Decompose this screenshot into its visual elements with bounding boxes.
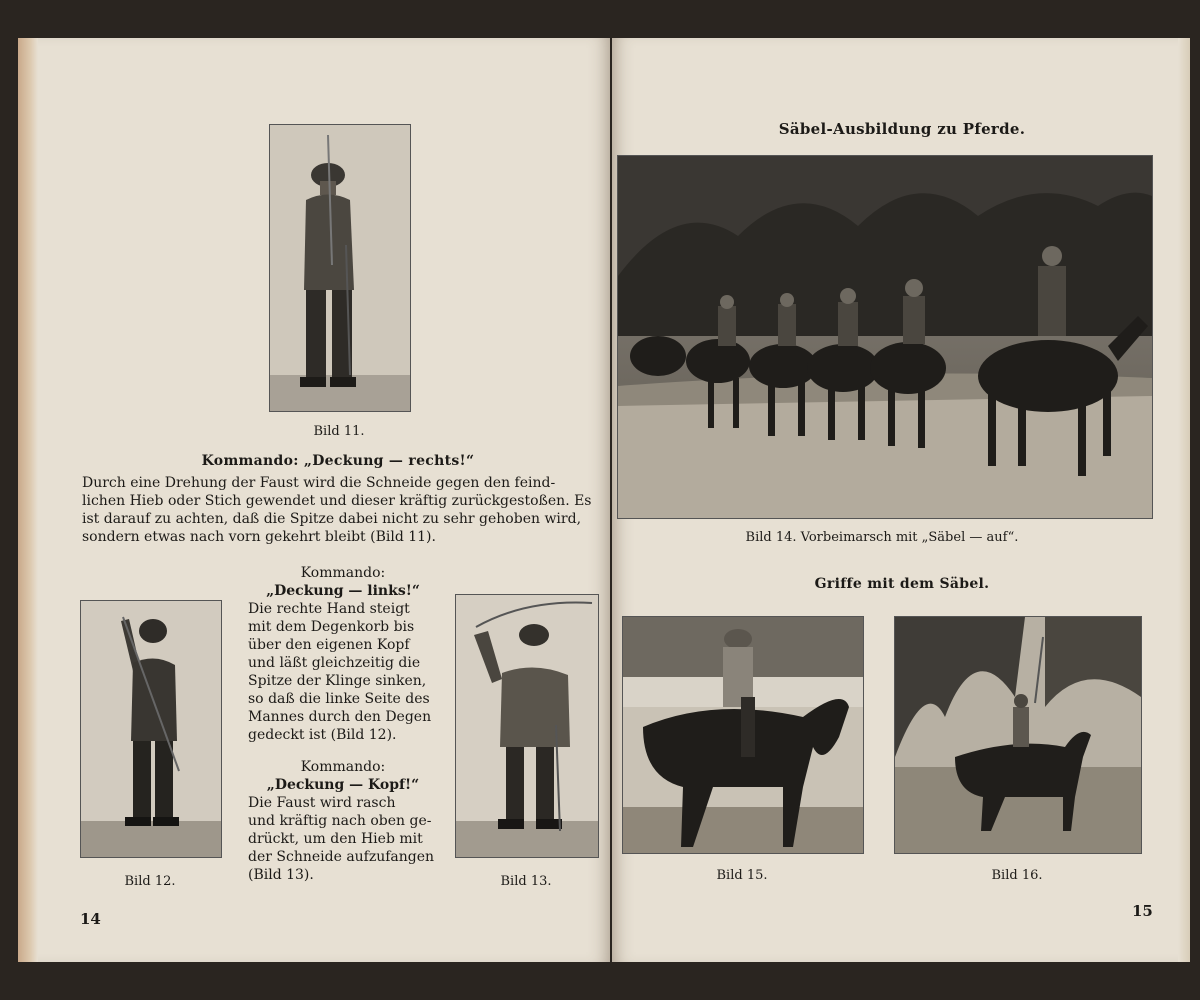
text-line: Durch eine Drehung der Faust wird die Schneide gegen den feind- xyxy=(82,475,556,491)
text-line: ist darauf zu achten, daß die Spitze dabei nicht zu sehr gehoben wird, xyxy=(82,511,582,527)
left-page xyxy=(18,38,610,962)
bild11-photo xyxy=(269,124,411,412)
kommando-label: Kommando: xyxy=(300,759,386,775)
kommando-kopf-block xyxy=(248,758,438,884)
bild16-photo xyxy=(894,616,1142,854)
page-title: Säbel-Ausbildung zu Pferde. xyxy=(778,120,1026,138)
bild11-caption: Bild 11. xyxy=(313,424,365,439)
bild13-caption: Bild 13. xyxy=(500,874,552,889)
text-line: der Schneide aufzufangen xyxy=(248,849,435,865)
text-line: und läßt gleichzeitig die xyxy=(248,655,421,671)
bild14-caption: Bild 14. Vorbeimarsch mit „Säbel — auf“. xyxy=(745,530,1019,545)
book-spread xyxy=(0,38,1200,962)
text-line: gedeckt ist (Bild 12). xyxy=(248,727,397,743)
text-line: mit dem Degenkorb bis xyxy=(248,619,415,635)
bild14-photo xyxy=(617,155,1153,519)
bild12-caption: Bild 12. xyxy=(124,874,176,889)
kommando-rechts-text xyxy=(82,474,602,546)
page-number-left: 14 xyxy=(80,910,101,928)
text-line: drückt, um den Hieb mit xyxy=(248,831,423,847)
right-page xyxy=(612,38,1190,962)
page-edge xyxy=(1178,38,1190,962)
text-line: Die rechte Hand steigt xyxy=(248,601,410,617)
kommando-links-block xyxy=(248,564,438,744)
text-line: Die Faust wird rasch xyxy=(248,795,396,811)
bild16-caption: Bild 16. xyxy=(991,868,1043,883)
kommando-links-cmd: „Deckung — links!“ xyxy=(266,583,420,599)
text-line: so daß die linke Seite des xyxy=(248,691,430,707)
bild13-photo xyxy=(455,594,599,858)
page-edge xyxy=(18,38,38,962)
section-title: Griffe mit dem Säbel. xyxy=(814,576,990,592)
text-line: sondern etwas nach vorn gekehrt bleibt (Bild 11). xyxy=(82,529,436,545)
text-line: Mannes durch den Degen xyxy=(248,709,432,725)
text-line: über den eigenen Kopf xyxy=(248,637,410,653)
text-line: Spitze der Klinge sinken, xyxy=(248,673,427,689)
kommando-rechts-title: Kommando: „Deckung — rechts!“ xyxy=(201,453,475,469)
bild15-caption: Bild 15. xyxy=(716,868,768,883)
bild15-photo xyxy=(622,616,864,854)
page-number-right: 15 xyxy=(1132,902,1153,920)
kommando-kopf-cmd: „Deckung — Kopf!“ xyxy=(266,777,420,793)
bild12-photo xyxy=(80,600,222,858)
text-line: und kräftig nach oben ge- xyxy=(248,813,432,829)
kommando-label: Kommando: xyxy=(300,565,386,581)
text-line: (Bild 13). xyxy=(248,867,314,883)
text-line: lichen Hieb oder Stich gewendet und dieser kräftig zurückgestoßen. Es xyxy=(82,493,592,509)
